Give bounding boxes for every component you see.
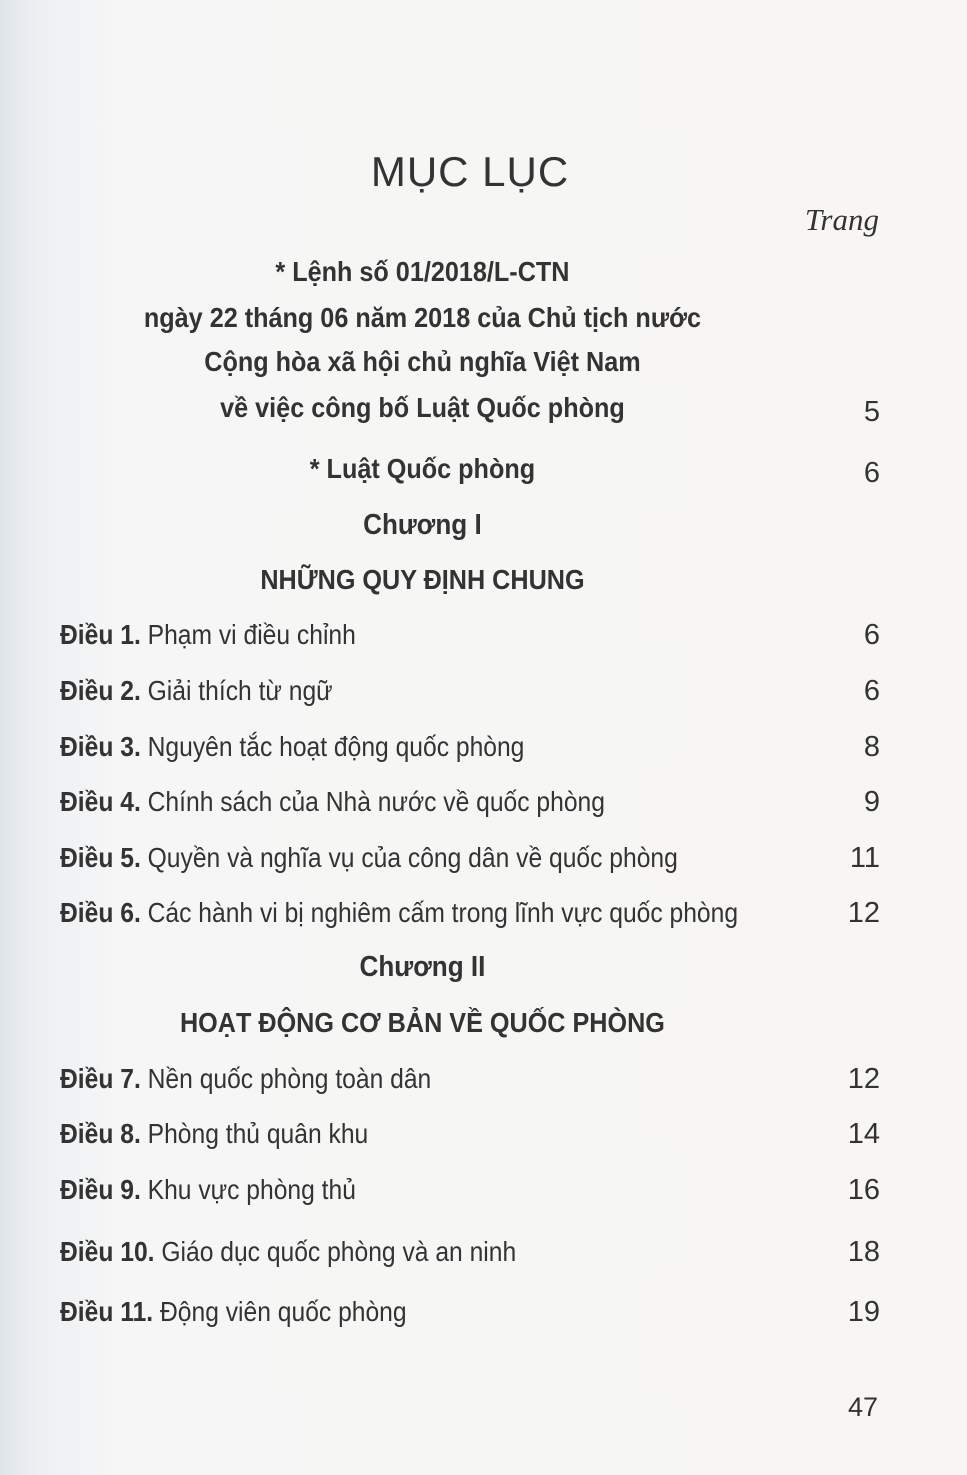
intro-line-2: ngày 22 tháng 06 năm 2018 của Chủ tịch nước — [143, 302, 702, 333]
law-heading: * Luật Quốc phòng — [309, 453, 536, 484]
intro-line-3: Cộng hòa xã hội chủ nghĩa Việt Nam — [204, 346, 641, 377]
toc-entry — [60, 897, 880, 933]
article-page: 12 — [847, 897, 880, 929]
article-number: Điều 10. — [60, 1236, 155, 1267]
intro-page-number: 5 — [863, 396, 880, 428]
article-number: Điều 6. — [60, 897, 141, 928]
toc-entry — [60, 619, 880, 655]
article-number: Điều 3. — [60, 731, 141, 762]
article-title: Quyền và nghĩa vụ của công dân về quốc phòng — [147, 842, 678, 873]
toc-entry — [60, 675, 880, 711]
page-folio: 47 — [847, 1392, 878, 1422]
toc-entry — [60, 1236, 880, 1272]
article-number: Điều 7. — [60, 1063, 141, 1094]
chapter-2-title: HOẠT ĐỘNG CƠ BẢN VỀ QUỐC PHÒNG — [179, 1007, 665, 1038]
article-title: Nguyên tắc hoạt động quốc phòng — [147, 731, 525, 762]
article-number: Điều 11. — [60, 1296, 154, 1327]
chapter-1-title: NHỮNG QUY ĐỊNH CHUNG — [260, 564, 585, 595]
article-page: 6 — [863, 619, 880, 651]
toc-entry — [60, 731, 880, 767]
article-page: 19 — [847, 1296, 880, 1328]
article-title: Nền quốc phòng toàn dân — [147, 1063, 432, 1094]
page-title: MỤC LỤC — [370, 148, 570, 195]
law-page-number: 6 — [863, 457, 880, 489]
intro-line-1: * Lệnh số 01/2018/L-CTN — [275, 256, 570, 287]
toc-entry — [60, 842, 880, 878]
article-number: Điều 4. — [60, 786, 141, 817]
article-title: Phạm vi điều chỉnh — [147, 619, 356, 650]
toc-entry — [60, 1174, 880, 1210]
article-title: Chính sách của Nhà nước về quốc phòng — [147, 786, 605, 817]
toc-entry — [60, 1063, 880, 1099]
article-page: 14 — [847, 1118, 880, 1150]
intro-line-4: về việc công bố Luật Quốc phòng — [220, 392, 625, 423]
toc-entry — [60, 1118, 880, 1154]
article-page: 18 — [847, 1236, 880, 1268]
article-page: 12 — [847, 1063, 880, 1095]
article-number: Điều 5. — [60, 842, 141, 873]
chapter-1-label: Chương I — [363, 509, 482, 541]
article-title: Phòng thủ quân khu — [147, 1118, 369, 1149]
article-page: 6 — [863, 675, 880, 707]
toc-entry — [60, 786, 880, 822]
article-title: Giải thích từ ngữ — [147, 675, 333, 706]
article-page: 9 — [863, 786, 880, 818]
article-page: 16 — [847, 1174, 880, 1206]
toc-entry — [60, 1296, 880, 1332]
article-number: Điều 2. — [60, 675, 141, 706]
article-title: Giáo dục quốc phòng và an ninh — [161, 1236, 517, 1267]
article-title: Khu vực phòng thủ — [147, 1174, 356, 1205]
article-page: 8 — [863, 731, 880, 763]
article-number: Điều 8. — [60, 1118, 141, 1149]
article-title: Các hành vi bị nghiêm cấm trong lĩnh vực quốc phòng — [147, 897, 739, 928]
article-number: Điều 1. — [60, 619, 141, 650]
article-page: 11 — [849, 842, 880, 874]
article-number: Điều 9. — [60, 1174, 141, 1205]
article-title: Động viên quốc phòng — [159, 1296, 407, 1327]
page-column-header: Trang — [804, 202, 879, 237]
chapter-2-label: Chương II — [359, 951, 486, 983]
